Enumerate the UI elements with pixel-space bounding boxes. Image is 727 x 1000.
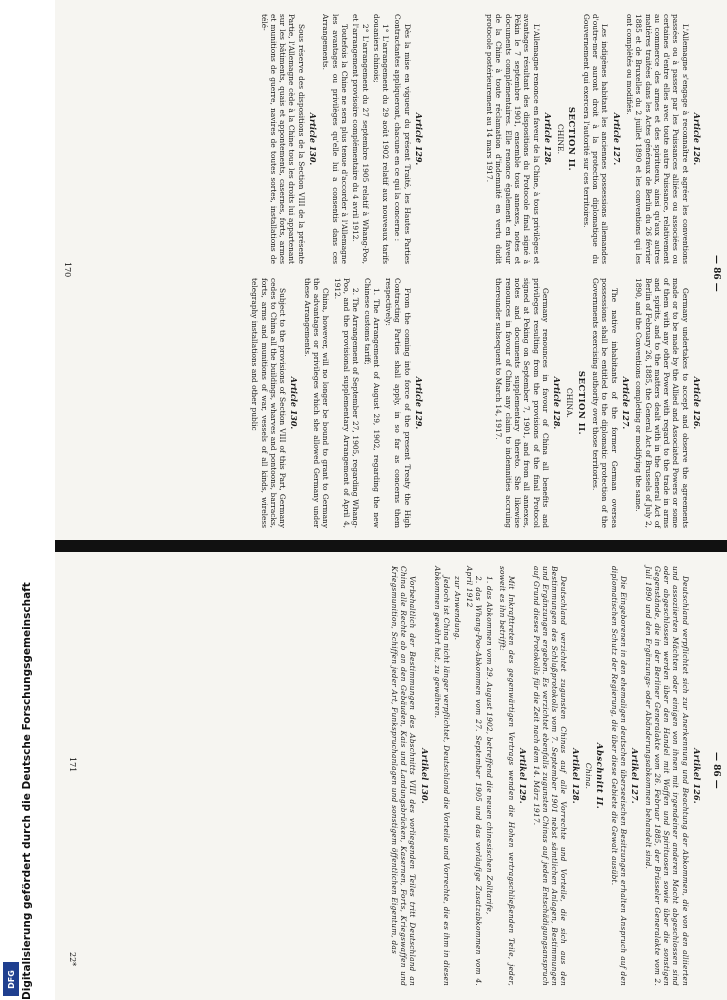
sidebar-credit-strip [0, 0, 22, 1000]
bottom-page-header: — 86 — [711, 752, 721, 789]
fr-art130-text: Sous réserve des dispositions de la Section VIII de la présente Partie, l'Allemagne cède à la Chine tous les droits lui appartenant sur les bâtiments, quais et appontements, casernes, forts, armes et munitions de guerre, navires de toutes sortes, installations de télé- [259, 14, 306, 264]
de-art129-title: Artikel 129. [518, 748, 529, 804]
dfg-logo: DFG [3, 962, 19, 996]
fr-section-title: SECTION II. [566, 106, 577, 172]
de-art129-item2: 2. das Whang-Poo-Abkommen vom 27. September 1905 und das vorläufige Zusatzabkommen vom 4. April 1912 [464, 566, 484, 986]
bottom-page-rotated [55, 552, 727, 1000]
de-art128-title: Artikel 128. [570, 748, 581, 804]
de-art130-title: Artikel 130. [419, 748, 430, 804]
en-art129-intro: From the coming into force of the present Treaty the High Contracting Parties shall apply, in so far as concerns them respectively: [384, 278, 412, 528]
digitization-credit: Digitalisierung gefördert durch die Deutsche Forschungsgemeinschaft [21, 582, 33, 1000]
english-column [491, 278, 705, 528]
de-art129-item-end: zur Anwendung. [453, 576, 463, 641]
fr-art127-title: Article 127. [611, 112, 622, 166]
en-art130-text: Subject to the provisions of Section VIII of this Part, Germany cedes to China all the buildings, wharves and pontoons, barracks, forts, arms and munitions of war, vessels of all kinds, wireless telegraphy installations and other public [250, 278, 288, 528]
fr-art129-intro: Dès la mise en vigueur du présent Traité, les Hautes Parties Contractantes appliqueront, chacune en ce qui la concerne : [393, 14, 412, 264]
de-art126-text: Deutschland verpflichtet sich zur Anerkennung und Beachtung der Abkommen, die von den alliierten und assoziierten Mächten oder einigen von ihnen mit irgendeiner anderen Macht abgeschlossen sind oder abgeschlossen werden über den Handel mit Waffen und Spirituosen sowie über die sonstigen Gegenstände, die in der Berliner Generalakte vom 26. Februar 1885, der Brüsseler Generalakte vom 2. Juli 1890 und den Ergänzungs- oder Abänderungsabkommen behandelt sind. [643, 566, 690, 986]
fr-art130-title: Article 130. [308, 112, 319, 166]
en-art128-text: Germany renounces in favour of China all benefits and privileges resulting from the provisions of the final Protocol signed at Peking on September 7, 1901, and from all annexes, notes and documents supplementary thereto. She likewise renounces in favour of China any claim to indemnities accruing thereunder subsequent to March 14, 1917. [494, 278, 550, 528]
de-art129-intro: Mit Inkrafttreten des gegenwärtigen Vertrags wenden die Hohen vertragschließenden Teile, jeder, soweit es ihn betrifft: [497, 566, 516, 986]
de-art127-text: Die Eingeborenen in den ehemaligen deutschen überseeischen Besitzungen erhalten Anspruch auf den diplomatischen Schutz der Regierung, die über diese Gebiete die Gewalt ausübt. [609, 566, 628, 986]
en-art126-text: Germany undertakes to accept and observe the agreements made or to be made by the Allied and Associated Powers or some of them with any other Power with regard to the trade in arms and spirits, and to the matters dealt with in the General Act of Berlin of February 26, 1885, the General Act of Brussels of July 2, 1890, and the Conventions completing or modifying the same. [634, 278, 690, 528]
fr-art127-text: Les indigènes habitant les anciennes possessions allemandes d'outre-mer auront droit à la protection diplomatique du Gouvernement qui exercera l'autorité sur ces territoires. [581, 14, 610, 264]
de-art129-item1: 1. das Abkommen vom 29. August 1902, betreffend die neuen chinesischen Zolltarife, [485, 576, 495, 915]
en-art127-title: Article 127. [620, 376, 631, 430]
en-art127-text: The native inhabitants of the former German oversea possessions shall be entitled to the diplomatic protection of the Governments exercising authority over those territories. [591, 278, 619, 528]
fr-art128-title: Article 128. [542, 112, 553, 166]
de-section-sub: China. [584, 762, 594, 790]
en-art129-title: Article 129. [414, 376, 424, 430]
french-column-lower [256, 14, 427, 264]
de-art128-text: Deutschland verzichtet zugunsten Chinas auf alle Vorrechte und Vorteile, die sich aus den Bestimmungen des Schlußprotokolls vom 7. September 1901 nebst sämtlichen Anlagen, Bestimmungen und Ergänzungen ergeben. Es verzichtet ebenfalls zugunsten Chinas auf jeden Entschädigungsanspruch auf Grund dieses Protokolls für die Zeit nach dem 14. März 1917. [531, 566, 569, 986]
de-art130-text: Vorbehaltlich der Bestimmungen des Abschnitts VIII des vorliegenden Teiles tritt Deutschland an China alle Rechte ab an den Gebäuden, Kais und Landungsbrücken, Kasernen, Forts, Kriegswaffen und Kriegsmunition, Schiffen jeder Art, Funkspruchanlagen und sonstigem öffentlichen Eigentum, das [389, 566, 418, 986]
french-column [482, 14, 705, 264]
bottom-page-number: 171 [68, 757, 77, 773]
top-page-rotated [55, 0, 727, 540]
en-art130-title: Article 130. [289, 376, 300, 430]
de-art127-title: Artikel 127. [630, 748, 641, 804]
en-art128-title: Article 128. [552, 376, 563, 430]
top-page-header: — 86 — [711, 255, 721, 292]
de-section-title: Abschnitt II. [594, 742, 605, 810]
page-divider [55, 540, 727, 552]
de-art126-title: Artikel 126. [692, 748, 702, 804]
fr-art129-item2: 2° L'arrangement du 27 septembre 1905 relatif à Whang-Poo, et l'arrangement provisoire complémentaire du 4 avril 1912. [351, 14, 370, 264]
top-page [55, 0, 727, 540]
bottom-page [55, 552, 727, 1000]
en-art129-item2: 2. The Arrangement of September 27, 1905, regarding Whang-Poo, and the provisional supplementary Arrangement of April 4, 1912. [332, 278, 361, 528]
en-art126-title: Article 126. [692, 376, 702, 430]
bottom-page-signature: 22* [68, 952, 77, 967]
english-column-lower [247, 278, 427, 528]
en-art129-item1: 1. The Arrangement of August 29, 1902, regarding the new Chinese customs tariff; [362, 278, 381, 528]
en-section-title: SECTION II. [575, 370, 586, 436]
en-section-sub: CHINA. [565, 388, 575, 418]
fr-art129-item1: 1° L'arrangement du 29 août 1902 relatif aux nouveaux tarifs douaniers chinois; [371, 14, 391, 264]
fr-art129-text2: Toutefois la Chine ne sera plus tenue d'accorder à l'Allemagne les avantages ou privilèges qu'elle lui a consentis dans ces Arrangements. [321, 14, 349, 264]
fr-art128-text: L'Allemagne renonce en faveur de la Chine, à tous privilèges et avantages résultant des dispositions du Protocole final signé à Pékin le 7 septembre 1901, ensemble tous annexes, notes et documents complémentaires. Elle renonce également en faveur de la Chine à toute réclamation d'indemnité en vertu dudit protocole postérieurement au 14 mars 1917. [485, 14, 541, 264]
german-column [386, 566, 705, 986]
top-page-number: 170 [63, 262, 72, 278]
fr-section-sub: CHINE. [556, 123, 566, 155]
fr-art129-title: Article 129. [414, 112, 424, 166]
en-art129-text2: China, however, will no longer be bound to grant to Germany the advantages or privileges which she allowed Germany under these Arrangements. [302, 278, 331, 528]
fr-art126-text: L'Allemagne s'engage à reconnaître et agréer les conventions passées ou à passer par les Puissances alliées ou associées ou certaines d'entre elles avec toute autre Puissance, relativement au commerce des armes et des spiritueux, ainsi qu'aux autres matières traitées dans les Actes généraux de Berlin du 26 février 1885 et de Bruxelles du 2 juillet 1890 et les conventions qui les ont complétés ou modifiés. [624, 14, 690, 264]
de-art129-text2: Jedoch ist China nicht länger verpflichtet, Deutschland die Vorteile und Vorrechte, die es ihm in diesen Abkommen gewährt hat, zu gewähren. [432, 566, 452, 986]
fr-art126-title: Article 126. [692, 112, 702, 166]
